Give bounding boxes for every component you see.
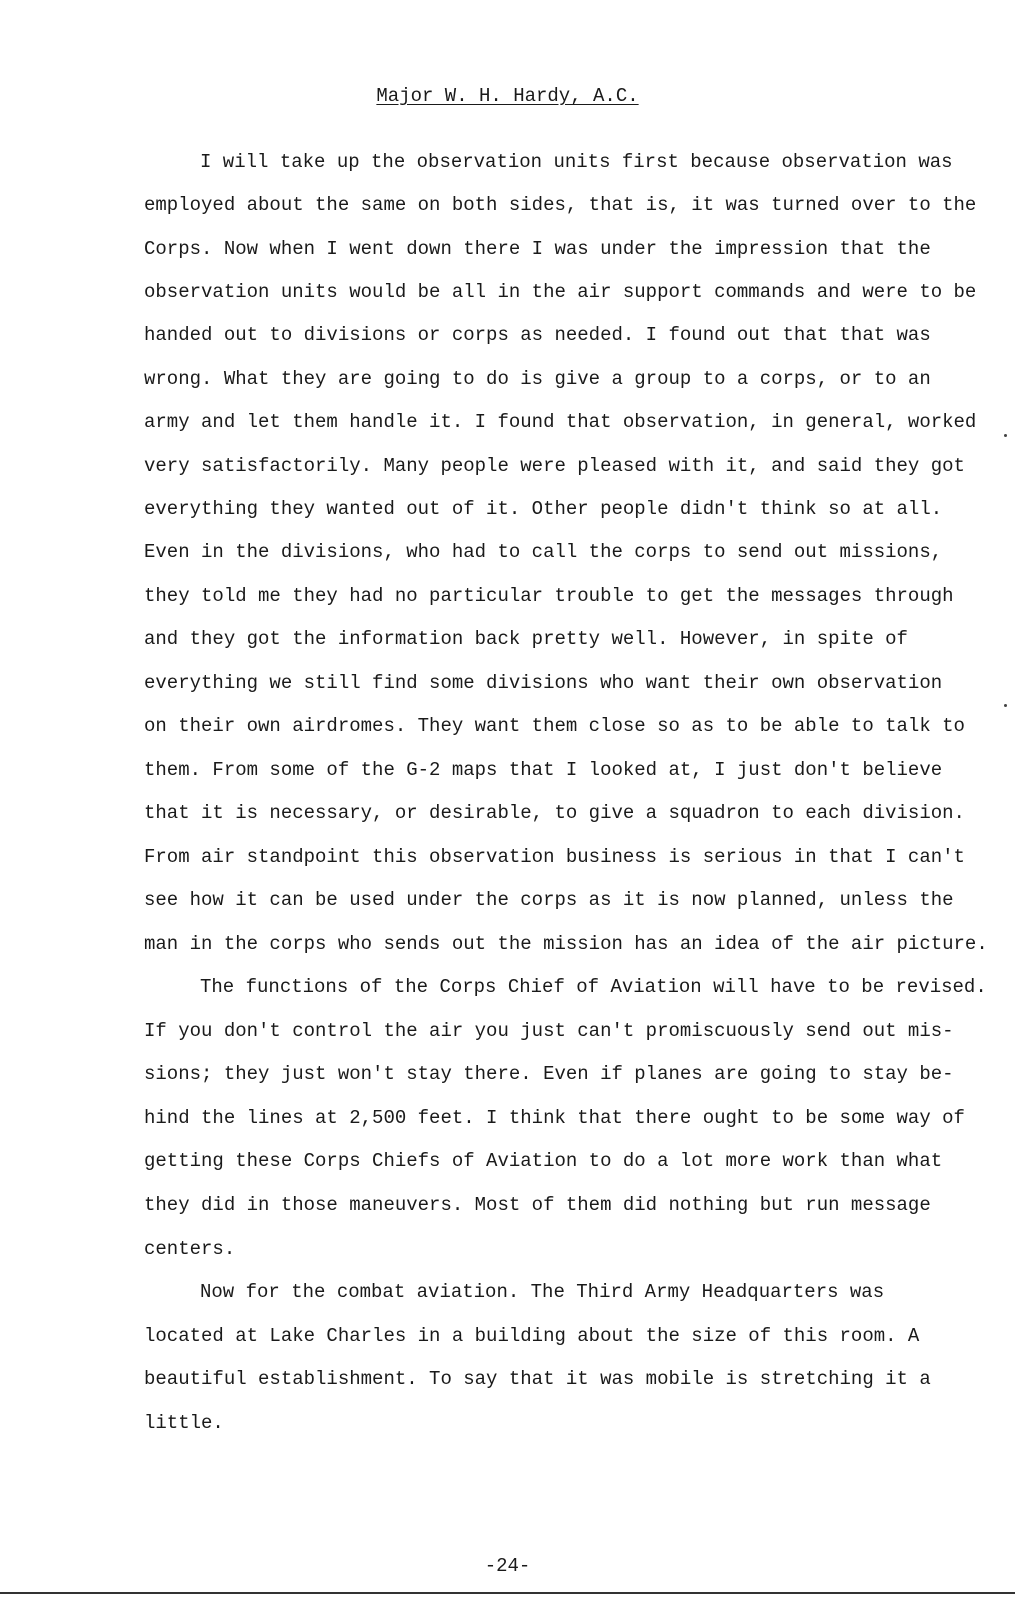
text-line: them. From some of the G-2 maps that I looked at, I just don't believe (144, 759, 943, 781)
text-line: I will take up the observation units first because observation was (200, 151, 953, 173)
text-line: centers. (144, 1238, 236, 1260)
text-line: getting these Corps Chiefs of Aviation to do a lot more work than what (144, 1150, 943, 1172)
text-line: sions; they just won't stay there. Even if planes are going to stay be- (144, 1063, 954, 1085)
scan-speck (1004, 704, 1007, 707)
text-line: see how it can be used under the corps as it is now planned, unless the (144, 889, 954, 911)
text-line: The functions of the Corps Chief of Aviation will have to be revised. (200, 976, 987, 998)
text-line: handed out to divisions or corps as needed. I found out that that was (144, 324, 931, 346)
text-line: man in the corps who sends out the mission has an idea of the air picture. (144, 933, 988, 955)
text-line: that it is necessary, or desirable, to give a squadron to each division. (144, 802, 965, 824)
text-line: very satisfactorily. Many people were pleased with it, and said they got (144, 455, 965, 477)
text-line: located at Lake Charles in a building about the size of this room. A (144, 1325, 920, 1347)
text-line: they did in those maneuvers. Most of them did nothing but run message (144, 1194, 931, 1216)
text-line: Even in the divisions, who had to call the corps to send out missions, (144, 541, 943, 563)
page-bottom-edge (0, 1592, 1015, 1594)
text-line: From air standpoint this observation business is serious in that I can't (144, 846, 965, 868)
text-line: they told me they had no particular trouble to get the messages through (144, 585, 954, 607)
text-line: and they got the information back pretty well. However, in spite of (144, 628, 908, 650)
text-line: army and let them handle it. I found that observation, in general, worked (144, 411, 977, 433)
text-line: everything we still find some divisions who want their own observation (144, 672, 943, 694)
text-line: If you don't control the air you just can't promiscuously send out mis- (144, 1020, 954, 1042)
text-line: employed about the same on both sides, that is, it was turned over to the (144, 194, 977, 216)
text-line: observation units would be all in the air support commands and were to be (144, 281, 977, 303)
text-line: beautiful establishment. To say that it was mobile is stretching it a (144, 1368, 931, 1390)
text-line: everything they wanted out of it. Other people didn't think so at all. (144, 498, 943, 520)
text-line: wrong. What they are going to do is give a group to a corps, or to an (144, 368, 931, 390)
page-number: -24- (484, 1555, 531, 1577)
text-line: hind the lines at 2,500 feet. I think that there ought to be some way of (144, 1107, 965, 1129)
document-heading: Major W. H. Hardy, A.C. (376, 85, 639, 107)
text-line: on their own airdromes. They want them close so as to be able to talk to (144, 715, 965, 737)
text-line: Now for the combat aviation. The Third Army Headquarters was (200, 1281, 885, 1303)
text-line: Corps. Now when I went down there I was under the impression that the (144, 238, 931, 260)
text-line: little. (144, 1412, 224, 1434)
scan-speck (1004, 434, 1007, 437)
